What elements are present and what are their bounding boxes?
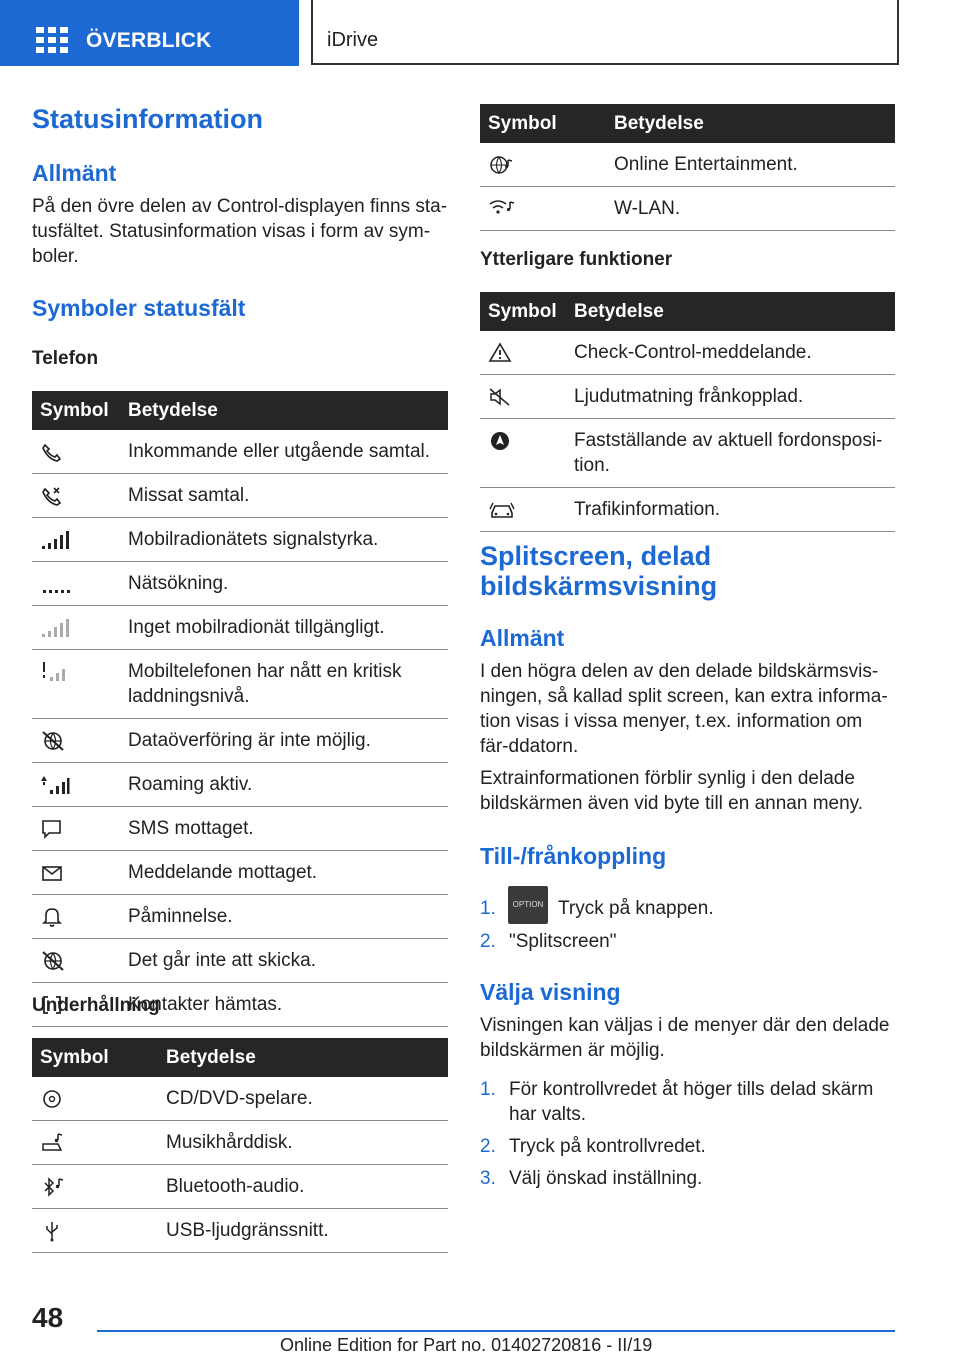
table-cell: Inkommande eller utgående samtal. — [120, 430, 448, 474]
more-symbol-table — [480, 292, 895, 532]
table-cell: W-LAN. — [606, 187, 895, 231]
phone-icon — [40, 441, 64, 463]
no-network-icon — [40, 617, 70, 639]
table-cell: Nätsökning. — [120, 562, 448, 606]
table-header-row — [32, 391, 448, 430]
table-row — [32, 430, 448, 474]
column-header: Symbol — [480, 104, 606, 143]
table-cell: Missat samtal. — [120, 474, 448, 518]
column-header: Symbol — [32, 1038, 158, 1077]
grid-menu-icon — [36, 27, 68, 53]
page-number: 48 — [32, 1302, 64, 1333]
table-cell: Meddelande mottaget. — [120, 851, 448, 895]
step-text: För kontrollvredet åt höger tills delad skärm har valts. — [509, 1079, 874, 1125]
table-header-row — [480, 104, 895, 143]
traffic-info-icon — [488, 499, 516, 521]
phone-symbol-table — [32, 391, 448, 1027]
table-row — [32, 1077, 448, 1121]
table-row — [32, 518, 448, 562]
column-header: Symbol — [32, 391, 120, 430]
cd-dvd-icon — [40, 1088, 64, 1110]
table-header-row — [32, 1038, 448, 1077]
signal-strength-icon — [40, 529, 70, 551]
table-row — [32, 562, 448, 606]
table-cell: Det går inte att skicka. — [120, 939, 448, 983]
missed-call-icon — [40, 485, 64, 507]
warning-triangle-icon — [488, 342, 512, 364]
split-text-2: Extrainformationen förblir synlig i den delade bildskärmen även vid byte till en annan meny. — [480, 768, 864, 814]
wlan-icon — [488, 198, 516, 220]
message-icon — [40, 862, 64, 884]
step-number: 2. — [480, 1136, 496, 1157]
splitscreen-title: Splitscreen, delad bildskärmsvisning — [480, 541, 718, 601]
chapter-title-box — [311, 0, 899, 65]
step-number: 1. — [480, 898, 496, 919]
sms-icon — [40, 818, 64, 840]
table-cell: Kontakter hämtas. — [120, 983, 448, 1027]
step-number: 2. — [480, 931, 496, 952]
chapter-title: iDrive — [327, 29, 379, 51]
option-button[interactable]: OPTION — [508, 886, 548, 924]
split-general-heading: Allmänt — [480, 625, 565, 651]
column-header: Symbol — [480, 292, 566, 331]
column-header: Betydelse — [606, 104, 895, 143]
general-text: På den övre delen av Control-displayen finns sta‐tusfältet. Statusinformation visas i form av sym‐boler. — [32, 196, 448, 267]
table-cell: Trafikinformation. — [566, 488, 895, 532]
table-row — [480, 375, 895, 419]
entertainment-heading: Underhållning — [32, 995, 160, 1016]
table-row — [480, 419, 895, 488]
table-row — [32, 763, 448, 807]
section-tab[interactable] — [0, 0, 299, 66]
phone-heading: Telefon — [32, 348, 99, 369]
more-functions-heading: Ytterligare funktioner — [480, 249, 673, 270]
general-heading: Allmänt — [32, 160, 117, 186]
table-cell: CD/DVD-spelare. — [158, 1077, 448, 1121]
column-header: Betydelse — [120, 391, 448, 430]
view-step — [480, 1134, 895, 1159]
step-text: Välj önskad inställning. — [509, 1168, 703, 1189]
battery-critical-icon — [40, 661, 70, 683]
table-cell: SMS mottaget. — [120, 807, 448, 851]
table-row — [32, 895, 448, 939]
audio-muted-icon — [488, 386, 512, 408]
entertainment-symbol-table — [32, 1038, 448, 1253]
table-cell: Check-Control-meddelande. — [566, 331, 895, 375]
table-cell: Mobiltelefonen har nått en kritisk laddningsnivå. — [120, 650, 448, 719]
table-header-row — [480, 292, 895, 331]
top-symbol-table — [480, 104, 895, 231]
reminder-bell-icon — [40, 906, 64, 928]
send-failed-icon — [40, 950, 66, 972]
view-step — [480, 1166, 895, 1191]
music-harddisk-icon — [40, 1132, 66, 1154]
no-data-icon — [40, 730, 66, 752]
table-cell: Inget mobilradionät tillgängligt. — [120, 606, 448, 650]
step-number: 3. — [480, 1168, 496, 1189]
usb-icon — [40, 1220, 64, 1242]
table-row — [480, 187, 895, 231]
view-heading: Välja visning — [480, 979, 621, 1005]
table-row — [32, 719, 448, 763]
view-step — [480, 1077, 895, 1127]
table-row — [32, 1121, 448, 1165]
step-text: "Splitscreen" — [509, 931, 617, 952]
table-cell: Dataöverföring är inte möjlig. — [120, 719, 448, 763]
bluetooth-audio-icon — [40, 1176, 66, 1198]
table-row — [32, 1209, 448, 1253]
section-tab-label: ÖVERBLICK — [86, 29, 212, 52]
table-cell: Fastställande av aktuell fordonsposi‐tion. — [566, 419, 895, 488]
table-cell: Ljudutmatning frånkopplad. — [566, 375, 895, 419]
table-row — [32, 851, 448, 895]
table-cell: Bluetooth-audio. — [158, 1165, 448, 1209]
column-header: Betydelse — [566, 292, 895, 331]
toggle-step — [480, 896, 895, 921]
table-row — [32, 650, 448, 719]
roaming-icon — [40, 774, 70, 796]
symbols-heading: Symboler statusfält — [32, 295, 246, 321]
step-number: 1. — [480, 1079, 496, 1100]
step-text: Tryck på knappen. — [558, 898, 714, 919]
table-row — [32, 474, 448, 518]
position-icon — [488, 430, 512, 452]
footer-divider — [97, 1330, 895, 1332]
table-row — [480, 331, 895, 375]
table-cell: Mobilradionätets signalstyrka. — [120, 518, 448, 562]
split-text-1: I den högra delen av den delade bildskärmsvis‐ningen, så kallad split screen, kan extra informa‐tion visas i vissa menyer, t.ex. information om fär‐ddatorn. — [480, 661, 888, 757]
column-header: Betydelse — [158, 1038, 448, 1077]
view-text: Visningen kan väljas i de menyer där den delade bildskärmen är möjlig. — [480, 1015, 890, 1061]
table-row — [480, 143, 895, 187]
table-cell: Online Entertainment. — [606, 143, 895, 187]
edition-footer: Online Edition for Part no. 01402720816 - II/19 — [280, 1335, 653, 1355]
table-cell: Roaming aktiv. — [120, 763, 448, 807]
table-row — [32, 807, 448, 851]
table-row — [32, 1165, 448, 1209]
table-row — [32, 939, 448, 983]
network-search-icon — [40, 573, 70, 595]
table-cell: USB-ljudgränssnitt. — [158, 1209, 448, 1253]
page-title: Statusinformation — [32, 104, 264, 134]
online-entertainment-icon — [488, 154, 514, 176]
table-cell: Påminnelse. — [120, 895, 448, 939]
table-row — [480, 488, 895, 532]
table-row — [32, 606, 448, 650]
toggle-heading: Till-/frånkoppling — [480, 843, 667, 869]
table-cell: Musikhårddisk. — [158, 1121, 448, 1165]
toggle-step — [480, 929, 895, 954]
step-text: Tryck på kontrollvredet. — [509, 1136, 706, 1157]
